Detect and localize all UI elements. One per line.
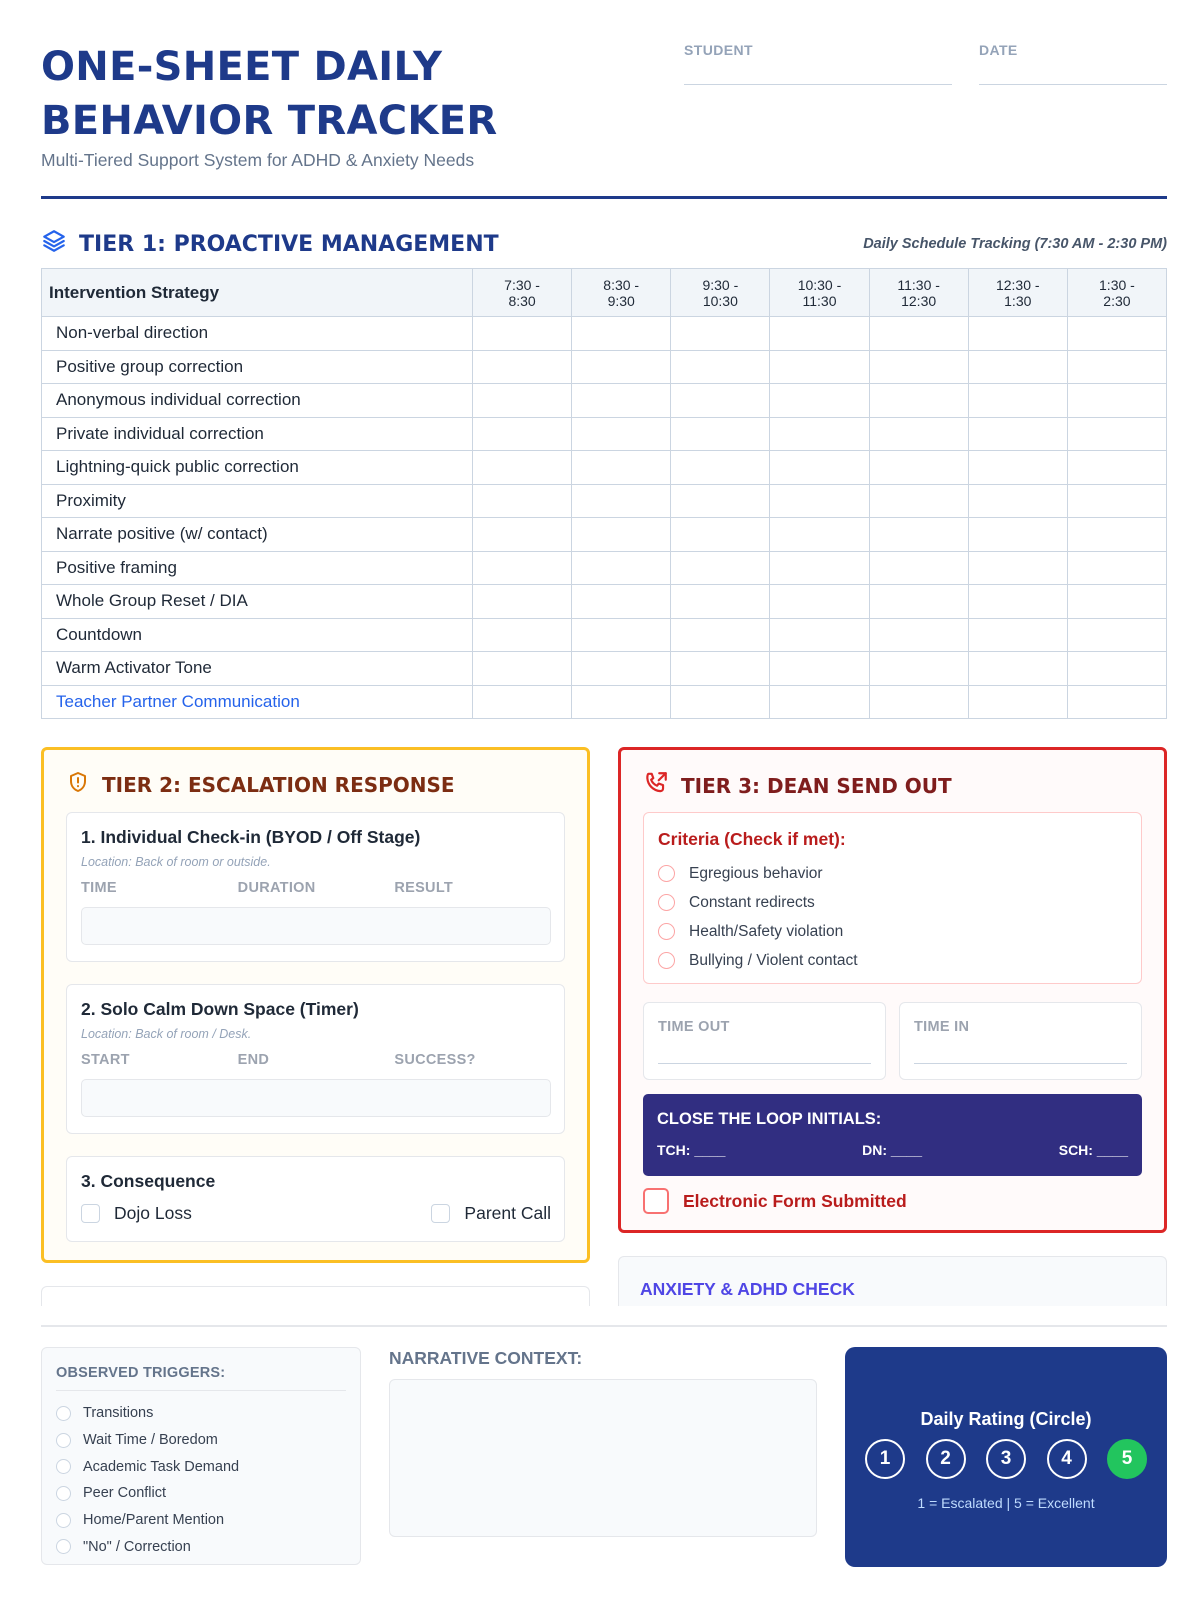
close-the-loop-initials <box>657 1142 1128 1158</box>
trigger-item[interactable] <box>56 1507 239 1534</box>
strategy-label: Anonymous individual correction <box>42 384 473 418</box>
tch-initials[interactable]: TCH: ____ <box>657 1142 726 1158</box>
trigger-radio[interactable] <box>56 1459 71 1474</box>
tracking-cell[interactable] <box>572 685 671 719</box>
trigger-radio[interactable] <box>56 1433 71 1448</box>
time-slot-header: 8:30 - 9:30 <box>572 269 671 317</box>
tier2-heading <box>66 770 455 799</box>
triggers-list <box>56 1400 239 1560</box>
triggers-divider <box>56 1390 346 1391</box>
checkin-col-time: TIME <box>81 880 117 896</box>
tracking-cell[interactable] <box>968 585 1067 619</box>
tracking-cell[interactable] <box>1067 685 1166 719</box>
tracking-cell[interactable] <box>968 317 1067 351</box>
tracking-cell[interactable] <box>572 484 671 518</box>
calm-down-location: Location: Back of room / Desk. <box>81 1027 252 1041</box>
tracking-cell[interactable] <box>572 384 671 418</box>
tracking-cell[interactable] <box>968 484 1067 518</box>
criteria-radio[interactable] <box>658 865 675 882</box>
time-in-field[interactable] <box>899 1002 1142 1080</box>
triggers-title: OBSERVED TRIGGERS: <box>56 1365 226 1381</box>
phone-outgoing-icon <box>643 770 669 801</box>
tracking-cell[interactable] <box>671 551 770 585</box>
tracking-cell[interactable] <box>671 451 770 485</box>
criteria-label: Bullying / Violent contact <box>689 951 858 969</box>
tracking-cell[interactable] <box>968 685 1067 719</box>
tracking-cell[interactable] <box>770 618 869 652</box>
electronic-form-option[interactable] <box>643 1188 907 1214</box>
page-subtitle: Multi-Tiered Support System for ADHD & Anxiety Needs <box>41 150 475 170</box>
checkin-card <box>66 812 565 962</box>
electronic-form-label: Electronic Form Submitted <box>683 1190 907 1211</box>
tier2-panel <box>41 747 590 1263</box>
tracking-cell[interactable] <box>770 384 869 418</box>
trigger-item[interactable] <box>56 1400 239 1427</box>
tier1-schedule-note: Daily Schedule Tracking (7:30 AM - 2:30 PM) <box>863 236 1167 252</box>
dn-initials[interactable]: DN: ____ <box>862 1142 923 1158</box>
criteria-label: Health/Safety violation <box>689 922 844 940</box>
tracking-cell[interactable] <box>770 451 869 485</box>
tier3-panel <box>618 747 1167 1233</box>
consequence-options <box>81 1203 551 1224</box>
criteria-item[interactable] <box>658 917 858 946</box>
tier3-title: TIER 3: DEAN SEND OUT <box>681 773 952 798</box>
criteria-item[interactable] <box>658 888 858 917</box>
tracking-cell[interactable] <box>770 518 869 552</box>
time-in-label: TIME IN <box>914 1019 970 1035</box>
rating-option-5[interactable]: 5 <box>1107 1439 1147 1479</box>
tracking-cell[interactable] <box>770 484 869 518</box>
observed-triggers-card <box>41 1347 361 1565</box>
tracking-cell[interactable] <box>671 618 770 652</box>
criteria-title: Criteria (Check if met): <box>658 829 846 849</box>
table-row <box>42 384 1167 418</box>
student-label: STUDENT <box>684 42 753 58</box>
tracking-cell[interactable] <box>572 618 671 652</box>
calm-down-title: 2. Solo Calm Down Space (Timer) <box>81 999 359 1019</box>
tier1-title: TIER 1: PROACTIVE MANAGEMENT <box>79 231 499 257</box>
table-row <box>42 618 1167 652</box>
tracking-cell[interactable] <box>968 417 1067 451</box>
calm-down-entry-field[interactable] <box>81 1079 551 1117</box>
tracking-cell[interactable] <box>1067 350 1166 384</box>
criteria-item[interactable] <box>658 946 858 975</box>
tracking-cell[interactable] <box>473 551 572 585</box>
tracking-cell[interactable] <box>473 585 572 619</box>
tracking-cell[interactable] <box>968 451 1067 485</box>
trigger-item[interactable] <box>56 1533 239 1560</box>
tracking-cell[interactable] <box>770 417 869 451</box>
tracking-cell[interactable] <box>572 652 671 686</box>
trigger-label: Wait Time / Boredom <box>83 1432 218 1449</box>
calm-col-success: SUCCESS? <box>394 1052 476 1068</box>
criteria-label: Egregious behavior <box>689 864 823 882</box>
strategy-label: Countdown <box>42 618 473 652</box>
criteria-radio[interactable] <box>658 952 675 969</box>
tracking-cell[interactable] <box>770 551 869 585</box>
tier2-title: TIER 2: ESCALATION RESPONSE <box>102 772 455 797</box>
tracking-cell[interactable] <box>770 350 869 384</box>
tracking-cell[interactable] <box>473 652 572 686</box>
layers-icon <box>41 228 67 260</box>
rating-option-3[interactable]: 3 <box>986 1439 1026 1479</box>
checkin-entry-field[interactable] <box>81 907 551 945</box>
close-the-loop-panel <box>643 1094 1142 1176</box>
date-input-line[interactable] <box>979 84 1167 85</box>
tracking-cell[interactable] <box>1067 451 1166 485</box>
parent-call-option[interactable] <box>431 1203 551 1224</box>
strategy-label: Whole Group Reset / DIA <box>42 585 473 619</box>
rating-legend: 1 = Escalated | 5 = Excellent <box>917 1495 1095 1511</box>
anxiety-adhd-check-card <box>618 1256 1167 1306</box>
sch-initials[interactable]: SCH: ____ <box>1058 1142 1128 1158</box>
date-label: DATE <box>979 42 1018 58</box>
dojo-loss-checkbox[interactable] <box>81 1204 100 1223</box>
consequence-title: 3. Consequence <box>81 1171 216 1191</box>
table-row <box>42 317 1167 351</box>
tracking-cell[interactable] <box>968 384 1067 418</box>
tracking-cell[interactable] <box>1067 317 1166 351</box>
strategy-label: Proximity <box>42 484 473 518</box>
trigger-item[interactable] <box>56 1480 239 1507</box>
tracking-cell[interactable] <box>671 685 770 719</box>
table-row <box>42 417 1167 451</box>
tracking-cell[interactable] <box>968 652 1067 686</box>
tracking-cell[interactable] <box>671 585 770 619</box>
time-slot-header: 7:30 - 8:30 <box>473 269 572 317</box>
tier1-header-row <box>42 269 1167 317</box>
daily-rating-title: Daily Rating (Circle) <box>920 1409 1092 1429</box>
tracking-cell[interactable] <box>770 685 869 719</box>
tracking-cell[interactable] <box>869 618 968 652</box>
tier2-continuation-card <box>41 1286 590 1306</box>
trigger-radio[interactable] <box>56 1406 71 1421</box>
anxiety-adhd-title: ANXIETY & ADHD CHECK <box>640 1279 855 1299</box>
criteria-list <box>658 859 858 975</box>
strategy-column-header: Intervention Strategy <box>42 269 473 317</box>
strategy-label: Positive framing <box>42 551 473 585</box>
tracking-cell[interactable] <box>869 518 968 552</box>
tracking-cell[interactable] <box>1067 518 1166 552</box>
time-out-label: TIME OUT <box>658 1019 730 1035</box>
tracking-cell[interactable] <box>770 652 869 686</box>
strategy-label: Narrate positive (w/ contact) <box>42 518 473 552</box>
tracking-cell[interactable] <box>572 417 671 451</box>
trigger-label: Peer Conflict <box>83 1485 167 1502</box>
calm-down-card <box>66 984 565 1134</box>
trigger-radio[interactable] <box>56 1513 71 1528</box>
close-the-loop-title: CLOSE THE LOOP INITIALS: <box>657 1110 882 1128</box>
criteria-radio[interactable] <box>658 894 675 911</box>
time-slot-header: 12:30 - 1:30 <box>968 269 1067 317</box>
rating-options <box>865 1439 1147 1479</box>
section-divider <box>41 1325 1167 1327</box>
criteria-label: Constant redirects <box>689 893 815 911</box>
tracking-cell[interactable] <box>671 350 770 384</box>
tracking-cell[interactable] <box>473 685 572 719</box>
header-divider <box>41 196 1167 199</box>
daily-rating-card <box>845 1347 1167 1567</box>
tracking-cell[interactable] <box>1067 551 1166 585</box>
tracking-cell[interactable] <box>473 350 572 384</box>
criteria-card <box>643 812 1142 984</box>
tracking-cell[interactable] <box>572 350 671 384</box>
narrative-label: NARRATIVE CONTEXT: <box>389 1348 583 1368</box>
table-row <box>42 484 1167 518</box>
checkin-col-result: RESULT <box>394 880 454 896</box>
tracking-cell[interactable] <box>869 551 968 585</box>
time-slot-header: 9:30 - 10:30 <box>671 269 770 317</box>
tracking-cell[interactable] <box>671 417 770 451</box>
tracking-cell[interactable] <box>473 484 572 518</box>
dojo-loss-label: Dojo Loss <box>114 1203 192 1223</box>
tracking-cell[interactable] <box>869 685 968 719</box>
tracking-cell[interactable] <box>1067 417 1166 451</box>
tracking-cell[interactable] <box>473 618 572 652</box>
table-row <box>42 350 1167 384</box>
table-row <box>42 451 1167 485</box>
criteria-item[interactable] <box>658 859 858 888</box>
tracking-cell[interactable] <box>869 384 968 418</box>
time-slot-header: 1:30 - 2:30 <box>1067 269 1166 317</box>
tier1-heading <box>41 228 499 260</box>
tracking-cell[interactable] <box>572 317 671 351</box>
dojo-loss-option[interactable] <box>81 1203 192 1224</box>
tracking-cell[interactable] <box>473 384 572 418</box>
time-slot-header: 11:30 - 12:30 <box>869 269 968 317</box>
student-field[interactable] <box>684 42 952 85</box>
time-in-input-line[interactable] <box>914 1063 1127 1064</box>
rating-option-4[interactable]: 4 <box>1047 1439 1087 1479</box>
tracking-cell[interactable] <box>1067 618 1166 652</box>
trigger-item[interactable] <box>56 1453 239 1480</box>
narrative-textarea[interactable] <box>389 1379 817 1537</box>
electronic-form-checkbox[interactable] <box>643 1188 669 1214</box>
strategy-label: Teacher Partner Communication <box>42 685 473 719</box>
tracking-cell[interactable] <box>572 585 671 619</box>
tracking-cell[interactable] <box>1067 384 1166 418</box>
tracking-cell[interactable] <box>572 551 671 585</box>
time-slot-header: 10:30 - 11:30 <box>770 269 869 317</box>
table-row <box>42 652 1167 686</box>
tracking-cell[interactable] <box>1067 652 1166 686</box>
tracking-cell[interactable] <box>869 350 968 384</box>
tracking-cell[interactable] <box>869 417 968 451</box>
trigger-label: Academic Task Demand <box>83 1458 240 1475</box>
tracking-cell[interactable] <box>572 518 671 552</box>
tracking-cell[interactable] <box>869 585 968 619</box>
tracking-cell[interactable] <box>968 518 1067 552</box>
tier3-heading <box>643 770 952 801</box>
trigger-label: Home/Parent Mention <box>83 1512 225 1529</box>
parent-call-label: Parent Call <box>464 1203 551 1223</box>
strategy-label: Non-verbal direction <box>42 317 473 351</box>
student-input-line[interactable] <box>684 84 952 85</box>
calm-col-start: START <box>81 1052 130 1068</box>
tracking-cell[interactable] <box>1067 484 1166 518</box>
parent-call-checkbox[interactable] <box>431 1204 450 1223</box>
strategy-label: Positive group correction <box>42 350 473 384</box>
tracking-cell[interactable] <box>473 417 572 451</box>
tracking-cell[interactable] <box>671 652 770 686</box>
tracking-cell[interactable] <box>869 484 968 518</box>
checkin-title: 1. Individual Check-in (BYOD / Off Stage) <box>81 827 421 847</box>
tracking-cell[interactable] <box>671 484 770 518</box>
tracking-cell[interactable] <box>770 317 869 351</box>
tracking-cell[interactable] <box>572 451 671 485</box>
calm-col-end: END <box>237 1052 270 1068</box>
tracking-cell[interactable] <box>770 585 869 619</box>
date-field[interactable] <box>979 42 1167 85</box>
tracking-cell[interactable] <box>968 350 1067 384</box>
tracking-cell[interactable] <box>473 317 572 351</box>
checkin-columns <box>81 880 551 896</box>
rating-option-2[interactable]: 2 <box>926 1439 966 1479</box>
trigger-label: "No" / Correction <box>83 1538 191 1555</box>
tracking-cell[interactable] <box>671 317 770 351</box>
table-row <box>42 551 1167 585</box>
tracking-cell[interactable] <box>869 317 968 351</box>
tracking-cell[interactable] <box>968 551 1067 585</box>
tracking-cell[interactable] <box>473 518 572 552</box>
table-row <box>42 685 1167 719</box>
trigger-item[interactable] <box>56 1427 239 1454</box>
time-out-input-line[interactable] <box>658 1063 871 1064</box>
calm-down-columns <box>81 1052 551 1068</box>
tracking-cell[interactable] <box>671 518 770 552</box>
tier1-tracking-table <box>41 268 1167 719</box>
shield-alert-icon <box>66 770 90 799</box>
table-row <box>42 518 1167 552</box>
trigger-label: Transitions <box>83 1405 154 1422</box>
table-row <box>42 585 1167 619</box>
time-out-field[interactable] <box>643 1002 886 1080</box>
tracking-cell[interactable] <box>869 451 968 485</box>
checkin-location: Location: Back of room or outside. <box>81 855 271 869</box>
criteria-radio[interactable] <box>658 923 675 940</box>
strategy-label: Private individual correction <box>42 417 473 451</box>
checkin-col-duration: DURATION <box>237 880 316 896</box>
tracking-cell[interactable] <box>1067 585 1166 619</box>
tracking-cell[interactable] <box>968 618 1067 652</box>
tracking-cell[interactable] <box>473 451 572 485</box>
strategy-label: Lightning-quick public correction <box>42 451 473 485</box>
trigger-radio[interactable] <box>56 1539 71 1554</box>
rating-option-1[interactable]: 1 <box>865 1439 905 1479</box>
trigger-radio[interactable] <box>56 1486 71 1501</box>
tracking-cell[interactable] <box>671 384 770 418</box>
page-title: ONE-SHEET DAILY BEHAVIOR TRACKER <box>41 44 498 144</box>
consequence-card <box>66 1156 565 1242</box>
strategy-label: Warm Activator Tone <box>42 652 473 686</box>
tracking-cell[interactable] <box>869 652 968 686</box>
